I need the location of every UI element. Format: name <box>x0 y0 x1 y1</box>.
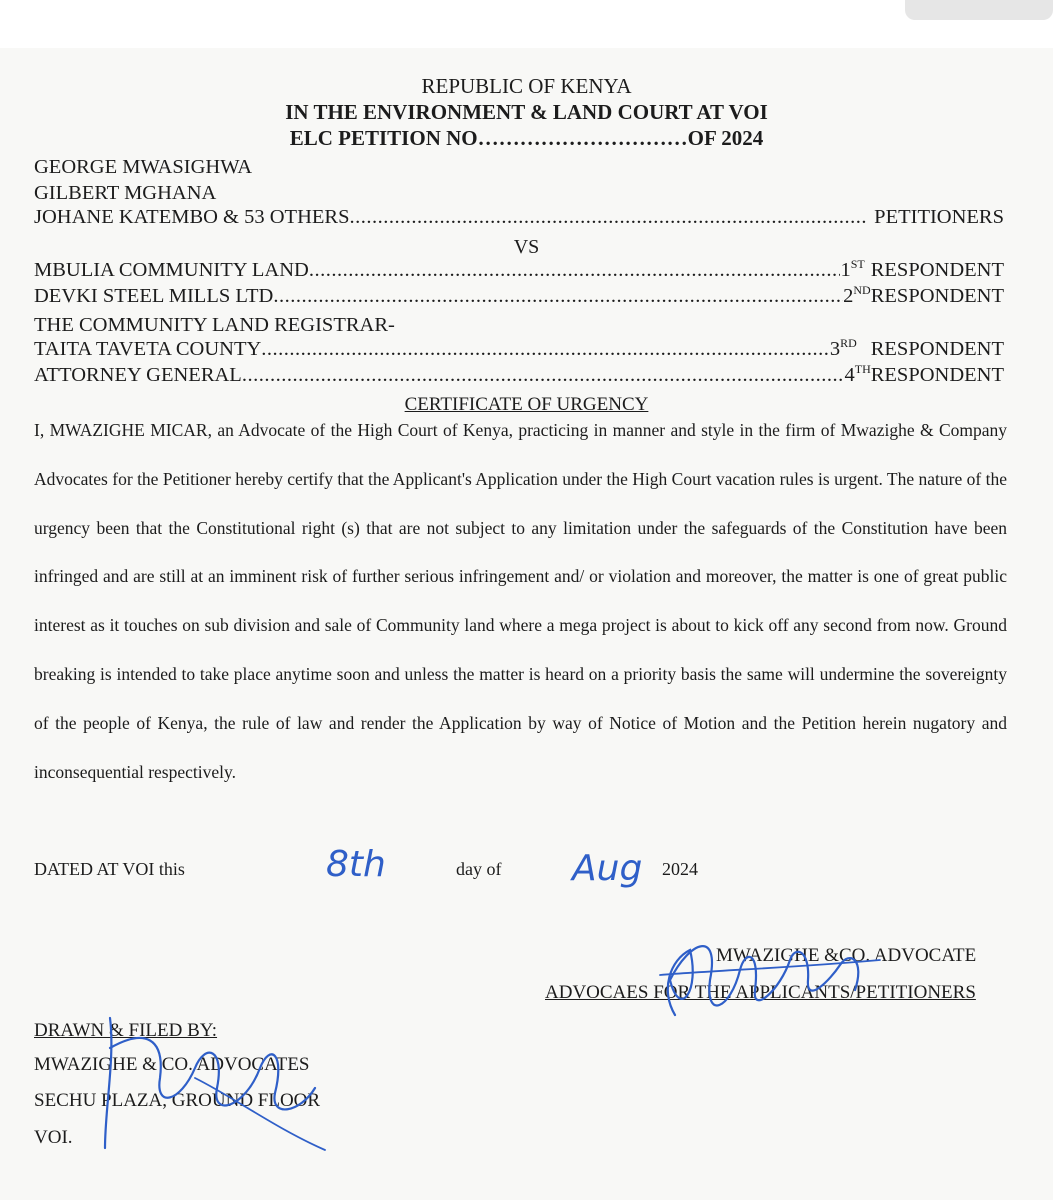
court-heading: IN THE ENVIRONMENT & LAND COURT AT VOI <box>285 100 768 124</box>
respondent-row-4 <box>34 364 1004 390</box>
respondent-2-name: DEVKI STEEL MILLS LTD <box>34 285 274 307</box>
drawn-address: SECHU PLAZA, GROUND FLOOR <box>34 1090 321 1111</box>
document-page <box>0 48 1053 1200</box>
certificate-body: I, MWAZIGHE MICAR, an Advocate of the High Court of Kenya, practicing in manner and style in the firm of Mwazighe & Company Advocates for the Petitioner hereby certify that the Applicant's Application under the High Court vacation rules is urgent. The nature of the urgency been that the Constitutional right (s) that are not subject to any limitation under the safeguards of the Constitution have been infringed and are still at an imminent risk of further serious infringement and/ or violation and moreover, the matter is one of great public interest as it touches on sub division and sale of Community land where a mega project is about to kick off any second from now. Ground breaking is intended to take place anytime soon and unless the matter is heard on a priority basis the same will undermine the sovereignty of the people of Kenya, the rule of law and render the Application by way of Notice of Motion and the Petition herein nugatory and inconsequential respectively. <box>34 420 1007 782</box>
dated-year: 2024 <box>662 859 698 879</box>
respondent-1-role: RESPONDENT <box>870 259 1004 281</box>
respondent-2-ord: 2ND <box>843 283 871 307</box>
certificate-title: CERTIFICATE OF URGENCY <box>404 394 649 415</box>
petition-number: ELC PETITION NO…………………………OF 2024 <box>289 126 764 150</box>
petitioners-role: PETITIONERS <box>874 206 1004 228</box>
respondent-4-name: ATTORNEY GENERAL <box>34 364 242 386</box>
petitioner-row <box>34 206 1004 232</box>
leader-dots <box>349 206 868 229</box>
respondent-1-ord: 1ST <box>840 257 865 281</box>
signatory-firm: MWAZIGHE &CO. ADVOCATE <box>716 945 977 966</box>
respondent-4-ord: 4TH <box>844 362 871 386</box>
day-of-label: day of <box>456 859 502 879</box>
petitioner-1: GEORGE MWASIGHWA <box>34 156 253 178</box>
handwritten-month: Aug <box>572 848 643 889</box>
respondent-3-line1: THE COMMUNITY LAND REGISTRAR- <box>34 314 395 336</box>
versus-label: VS <box>513 236 540 258</box>
respondent-4-role: RESPONDENT <box>870 364 1004 386</box>
drawn-filed-label: DRAWN & FILED BY: <box>34 1020 218 1041</box>
respondent-3-role: RESPONDENT <box>870 338 1004 360</box>
respondent-3-name: TAITA TAVETA COUNTY <box>34 338 262 360</box>
handwritten-day: 8th <box>326 844 386 885</box>
republic-text: REPUBLIC OF KENYA <box>421 74 632 98</box>
respondent-row-1 <box>34 259 1004 285</box>
respondent-3-ord: 3RD <box>829 336 857 360</box>
leader-dots <box>309 259 841 282</box>
respondent-1-name: MBULIA COMMUNITY LAND <box>34 259 309 281</box>
respondent-row-2 <box>34 285 1004 311</box>
petitioner-3: JOHANE KATEMBO & 53 OTHERS <box>34 206 350 228</box>
respondent-2-role: RESPONDENT <box>870 285 1004 307</box>
drawn-firm: MWAZIGHE & CO. ADVOCATES <box>34 1054 310 1075</box>
drawn-town: VOI. <box>34 1127 73 1148</box>
petitioner-2: GILBERT MGHANA <box>34 182 217 204</box>
leader-dots <box>261 338 830 361</box>
leader-dots <box>273 285 843 308</box>
viewer-top-bar <box>0 0 1053 48</box>
respondent-row-3 <box>34 338 1004 364</box>
viewer-top-button[interactable] <box>905 0 1053 20</box>
dated-prefix: DATED AT VOI this <box>34 859 185 879</box>
leader-dots <box>242 364 845 387</box>
republic-heading <box>0 73 1053 99</box>
signatory-role: ADVOCAES FOR THE APPLICANTS/PETITIONERS <box>545 982 976 1003</box>
